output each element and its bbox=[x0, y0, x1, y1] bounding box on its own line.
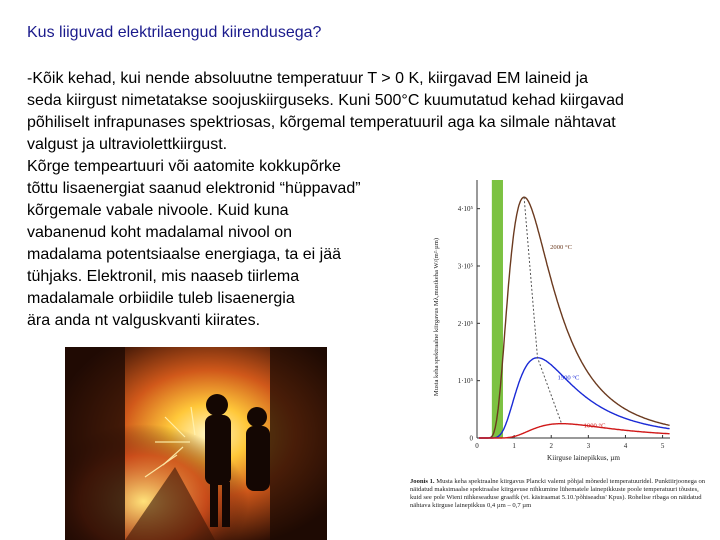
paragraph-line: -Kõik kehad, kui nende absoluutne temperatuur T > 0 K, kiirgavad EM laineid ja bbox=[27, 70, 589, 87]
series-label: 2000 °C bbox=[550, 244, 573, 252]
paragraph-line: Kõrge tempeartuuri või aatomite kokkupõrke bbox=[27, 158, 341, 175]
y-tick-label: 0 bbox=[469, 434, 473, 443]
paragraph-line: kõrgemale vabale nivoole. Kuid kuna bbox=[27, 202, 289, 219]
slide-title: Kus liiguvad elektrilaengud kiirendusega? bbox=[27, 24, 322, 41]
y-axis-label: Musta keha spektraalne kiirgavus Mλ,mustkeha W/(m²·µm) bbox=[433, 237, 440, 397]
x-axis-label: Kiirguse lainepikkus, µm bbox=[547, 454, 620, 462]
molten-metal-photo bbox=[65, 347, 327, 540]
paragraph-line: ära anda nt valguskvanti kiirates. bbox=[27, 312, 261, 329]
y-tick-label: 2·10⁵ bbox=[457, 319, 473, 328]
paragraph-line: valgust ja ultraviolettkiirgust. bbox=[27, 136, 228, 153]
paragraph-line: tühjaks. Elektronil, mis naaseb tiirlema bbox=[27, 268, 300, 285]
y-tick-label: 4·10⁵ bbox=[457, 205, 473, 214]
y-tick-label: 1·10⁵ bbox=[457, 377, 473, 386]
x-tick-label: 1 bbox=[512, 442, 516, 450]
paragraph-line: vabanenud koht madalamal nivool on bbox=[27, 224, 293, 241]
paragraph-line: tõttu lisaenergiat saanud elektronid “hüppavad” bbox=[27, 180, 361, 197]
series-line bbox=[479, 197, 670, 438]
caption-label: Joonis 1. bbox=[410, 478, 435, 485]
paragraph-line: põhiliselt infrapunases spektriosas, kõrgemal temperatuuril aga ka silmale nähtavat bbox=[27, 114, 616, 131]
y-tick-label: 3·10⁵ bbox=[457, 262, 473, 271]
paragraph-line: seda kiirgust nimetatakse soojuskiirguseks. Kuni 500°C kuumutatud kehad kiirgavad bbox=[27, 92, 624, 109]
x-tick-label: 2 bbox=[549, 442, 553, 450]
figure-caption bbox=[410, 478, 710, 510]
peak-locus-line bbox=[524, 197, 562, 424]
x-tick-label: 3 bbox=[586, 442, 591, 450]
series-line bbox=[479, 358, 670, 438]
series-line bbox=[479, 424, 670, 438]
paragraph-line: madalama potentsiaalse energiaga, ta ei jää bbox=[27, 246, 341, 263]
blackbody-chart bbox=[425, 168, 715, 470]
caption-text: Musta keha spektraalne kiirgavus Plancki valemi põhjal mõnedel temperatuuridel. Punktiirjoonega on näidatud maksimaalse spektraalse kiirgavuse nihkumine lühematele lainepikkuste poole temperatuuri tõustes, kuid see pole Wieni nihkeseaduse graafik (vt. käsiraamat 5.10.'põhiseadus' Kpus). Rohelise ribaga on näidatud nähtava kiirguse lainepikkus 0,4 µm – 0,7 µm bbox=[410, 478, 706, 509]
x-tick-label: 4 bbox=[623, 442, 628, 450]
x-tick-label: 5 bbox=[660, 442, 665, 450]
visible-light-band bbox=[492, 180, 503, 438]
x-tick-label: 0 bbox=[475, 442, 479, 450]
series-label: 1500 °C bbox=[557, 374, 580, 382]
series-label: 1000 °C bbox=[583, 422, 606, 430]
paragraph-line: madalamale orbiidile tuleb lisaenergia bbox=[27, 290, 295, 307]
